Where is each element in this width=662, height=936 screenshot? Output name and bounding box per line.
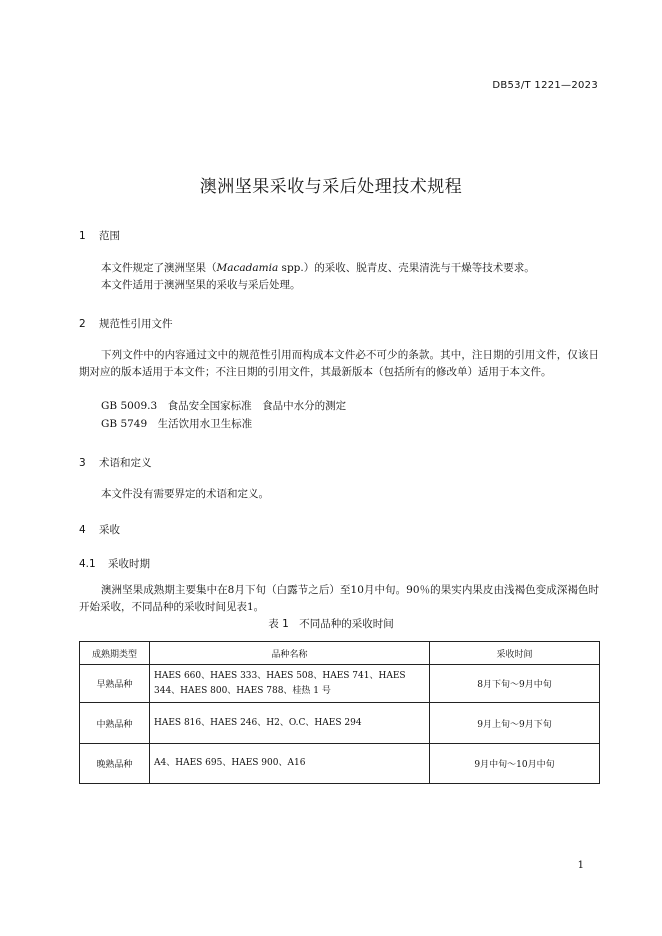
subsection-number: 4.1 (79, 558, 96, 570)
table-header-cell: 采收时间 (430, 642, 600, 665)
section-1-paragraph-2: 本文件适用于澳洲坚果的采收与采后处理。 (101, 279, 301, 291)
subsection-4-1-paragraph: 澳洲坚果成熟期主要集中在8月下旬（白露节之后）至10月中旬。90％的果实内果皮由浅褐色变成深褐色时开始采收，不同品种的采收时间见表1。 (79, 584, 599, 613)
table-cell: 早熟品种 (80, 665, 150, 703)
section-3-paragraph: 本文件没有需要界定的术语和定义。 (101, 488, 269, 500)
table-cell: HAES 816、HAES 246、H2、O.C、HAES 294 (150, 703, 430, 744)
section-2-paragraph: 下列文件中的内容通过文中的规范性引用而构成本文件必不可少的条款。其中，注日期的引用文件，仅该日期对应的版本适用于本文件；不注日期的引用文件，其最新版本（包括所有的修改单）适用于本文件。 (79, 349, 599, 378)
section-1-heading (79, 228, 120, 243)
table-row (80, 703, 600, 744)
table-cell: HAES 660、HAES 333、HAES 508、HAES 741、HAES 344、HAES 800、HAES 788、桂热 1 号 (150, 665, 430, 703)
table-cell: 9月中旬～10月中旬 (430, 744, 600, 784)
text-run: spp.）的采收、脱青皮、壳果清洗与干燥等技术要求。 (278, 262, 535, 274)
table-cell: 中熟品种 (80, 703, 150, 744)
page-number: 1 (577, 860, 584, 871)
text-run: 本文件规定了澳洲坚果（ (101, 262, 217, 274)
section-4-heading (79, 522, 120, 537)
reference-item: GB 5749 生活饮用水卫生标准 (101, 418, 253, 430)
section-2-heading (79, 316, 173, 331)
reference-item: GB 5009.3 食品安全国家标准 食品中水分的测定 (101, 400, 347, 412)
table-cell: 8月下旬～9月中旬 (430, 665, 600, 703)
section-number: 4 (79, 524, 86, 536)
section-number: 1 (79, 230, 86, 242)
section-number: 2 (79, 318, 86, 330)
table-header-row (80, 642, 600, 665)
table-row (80, 665, 600, 703)
subsection-title: 采收时期 (108, 558, 150, 570)
table-caption: 表 1 不同品种的采收时间 (268, 618, 394, 630)
subsection-4-1-heading (79, 556, 150, 571)
section-1-paragraph-1 (79, 260, 599, 277)
harvest-time-table (79, 641, 600, 784)
section-title: 范围 (99, 230, 120, 242)
table-header-cell: 品种名称 (150, 642, 430, 665)
table-header-cell: 成熟期类型 (80, 642, 150, 665)
section-number: 3 (79, 457, 86, 469)
section-title: 规范性引用文件 (99, 318, 173, 330)
table-row (80, 744, 600, 784)
table-cell: 晚熟品种 (80, 744, 150, 784)
species-name-italic: Macadamia (216, 262, 279, 274)
table-cell: 9月上旬～9月下旬 (430, 703, 600, 744)
section-title: 术语和定义 (99, 457, 152, 469)
table-cell: A4、HAES 695、HAES 900、A16 (150, 744, 430, 784)
section-3-heading (79, 455, 152, 470)
document-id: DB53/T 1221—2023 (492, 80, 598, 91)
section-title: 采收 (99, 524, 120, 536)
page-title: 澳洲坚果采收与采后处理技术规程 (199, 177, 463, 197)
